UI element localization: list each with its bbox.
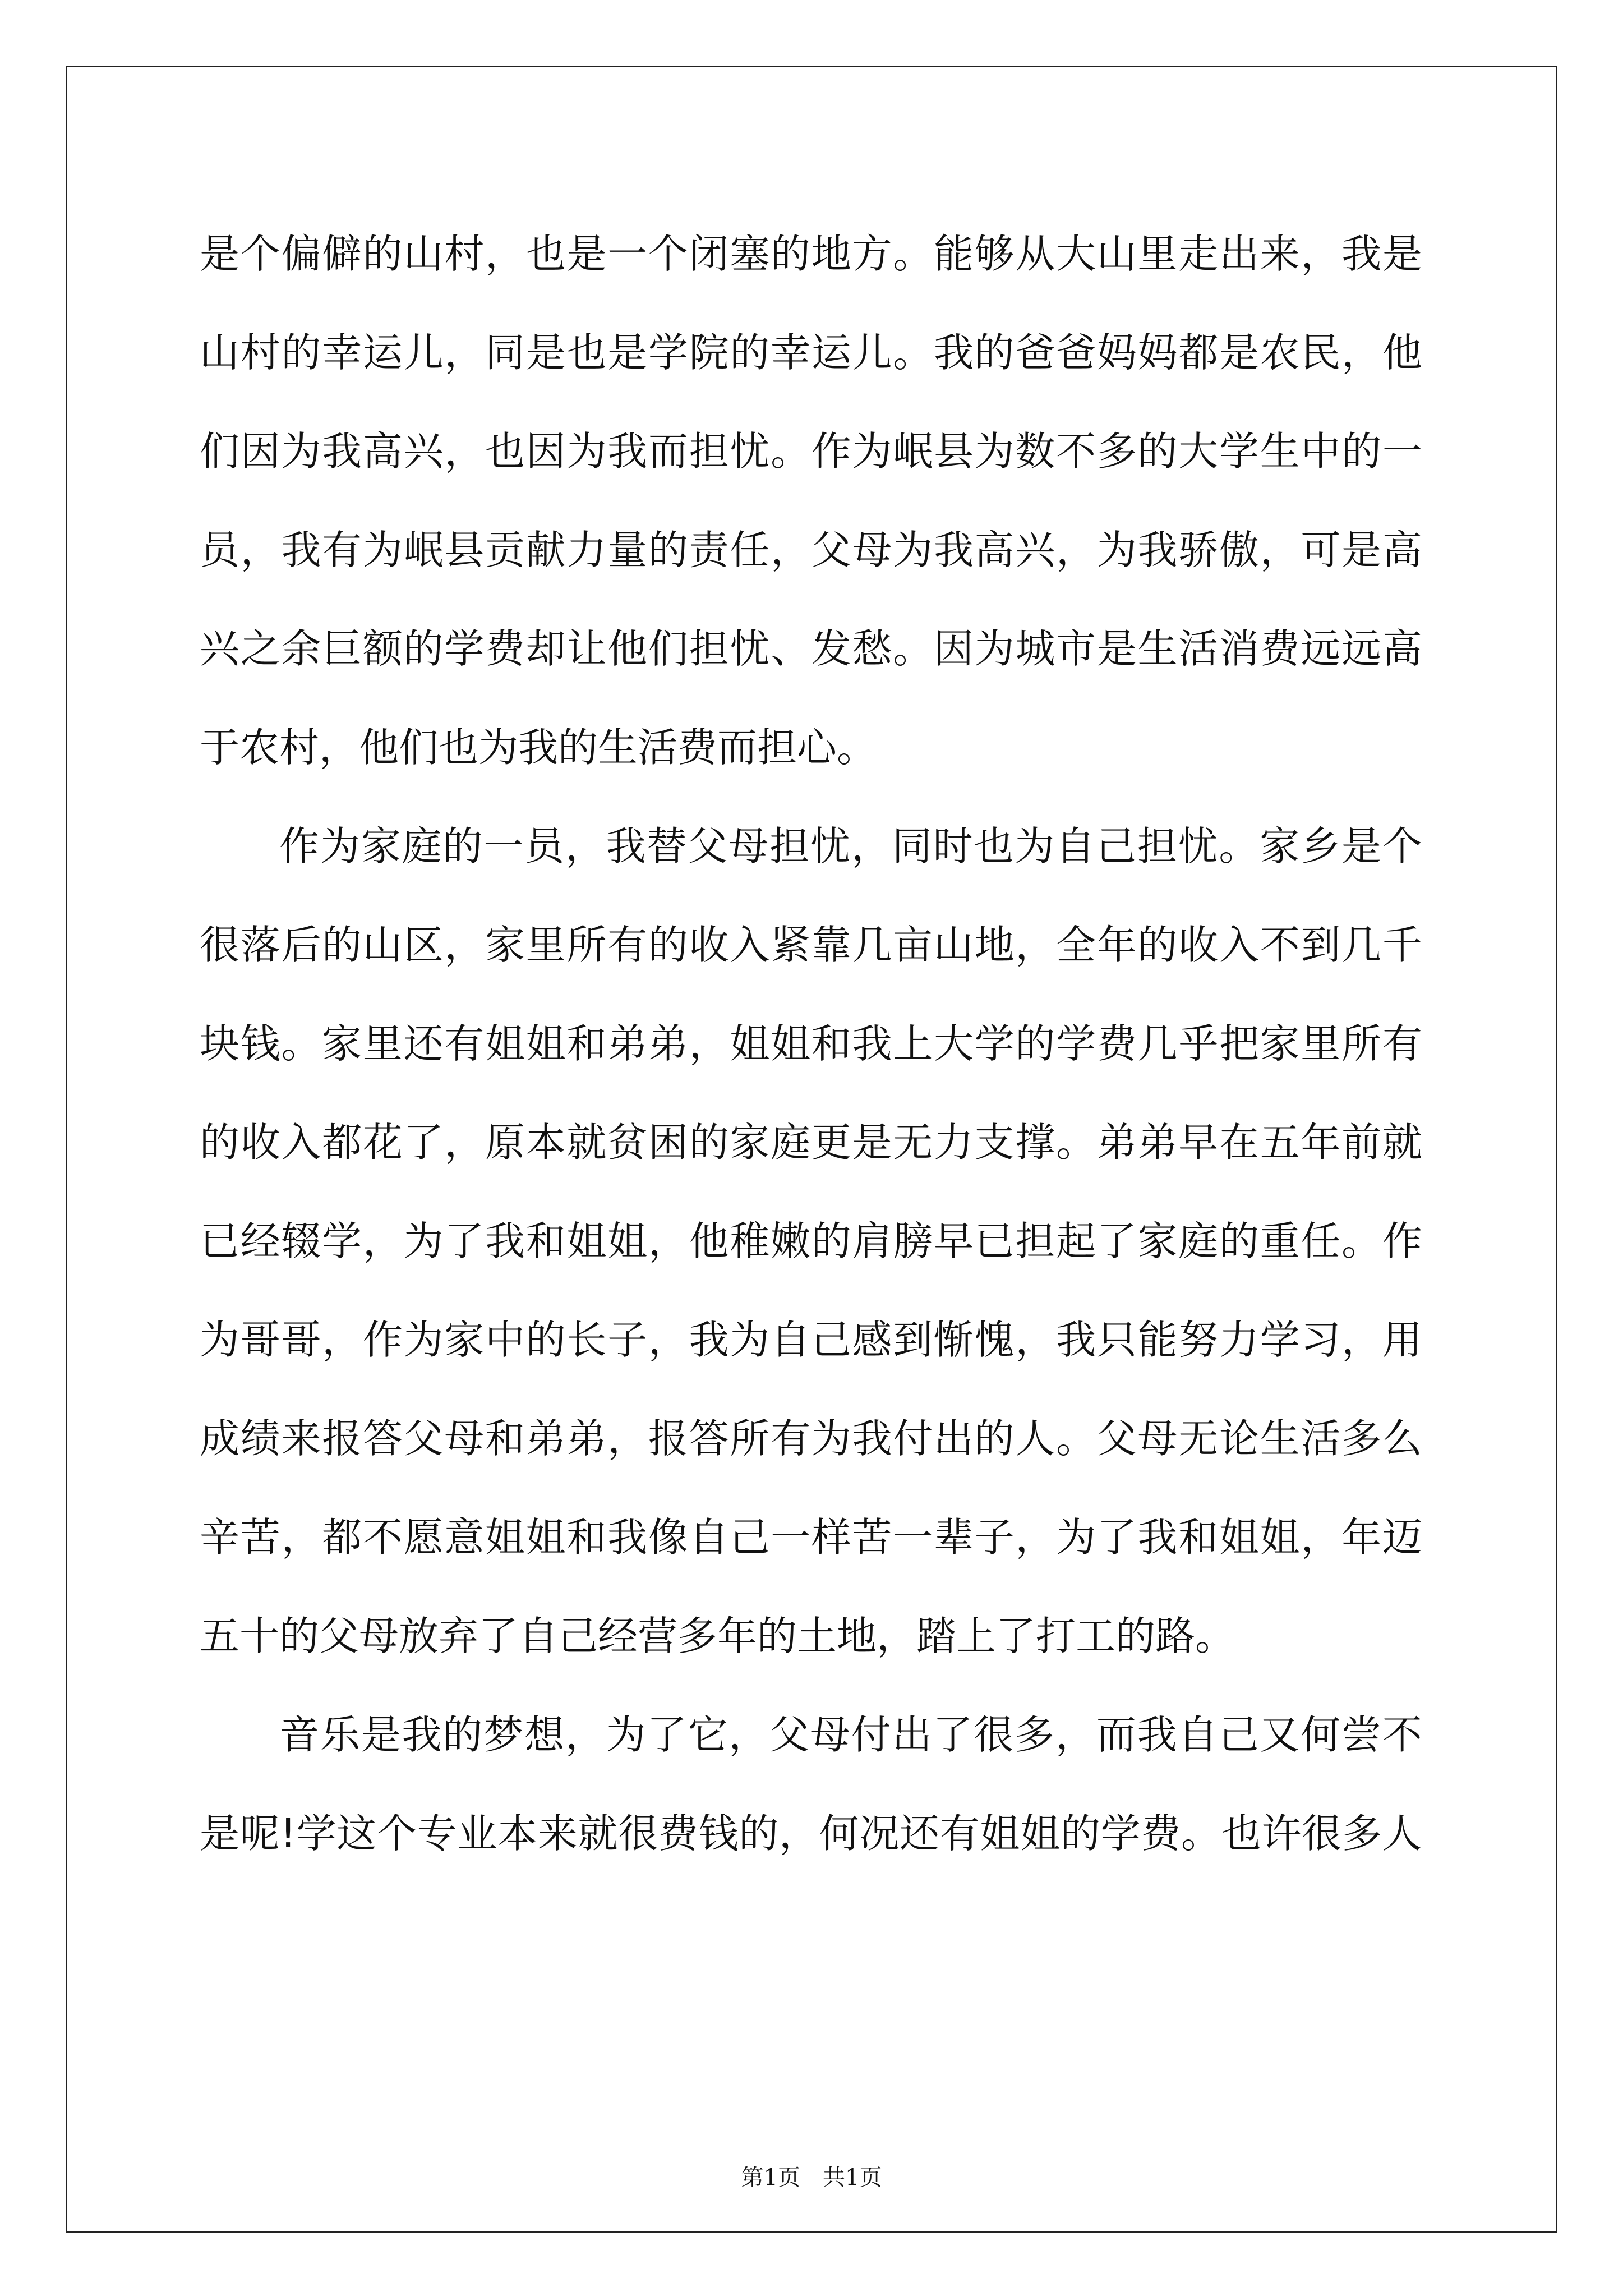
text-line: 是 呢 ! 学 这 个 专 业 本 来 就 很 费 钱 的 ， 何 况 还 有 姐 姐 的 学 费 。 也 许 很 多 人 xyxy=(200,1810,1422,1857)
text-line: 音 乐 是 我 的 梦 想 ， 为 了 它 ， 父 母 付 出 了 很 多 ， 而 我 自 己 又 何 尝 不 xyxy=(279,1711,1422,1758)
text-line: 作 为 家 庭 的 一 员 ， 我 替 父 母 担 忧 ， 同 时 也 为 自 己 担 忧 。 家 乡 是 个 xyxy=(279,823,1422,869)
page-footer xyxy=(0,2160,1623,2192)
text-line: 的 收 入 都 花 了 ， 原 本 就 贫 困 的 家 庭 更 是 无 力 支 撑 。 弟 弟 早 在 五 年 前 就 xyxy=(200,1119,1422,1166)
text-line: 山 村 的 幸 运 儿 ， 同 是 也 是 学 院 的 幸 运 儿 。 我 的 爸 爸 妈 妈 都 是 农 民 ， 他 xyxy=(200,329,1422,376)
text-line: 兴 之 余 巨 额 的 学 费 却 让 他 们 担 忧 、 发 愁 。 因 为 城 市 是 生 活 消 费 远 远 高 xyxy=(200,625,1422,672)
text-line: 成 绩 来 报 答 父 母 和 弟 弟 ， 报 答 所 有 为 我 付 出 的 人 。 父 母 无 论 生 活 多 么 xyxy=(200,1415,1422,1462)
text-line: 很 落 后 的 山 区 ， 家 里 所 有 的 收 入 紧 靠 几 亩 山 地 ， 全 年 的 收 入 不 到 几 千 xyxy=(200,922,1422,968)
page-total: 共1页 xyxy=(823,2165,882,2191)
text-line: 已 经 辍 学 ， 为 了 我 和 姐 姐 ， 他 稚 嫩 的 肩 膀 早 已 担 起 了 家 庭 的 重 任 。 作 xyxy=(200,1218,1422,1264)
text-line: 们 因 为 我 高 兴 ， 也 因 为 我 而 担 忧 。 作 为 岷 县 为 数 不 多 的 大 学 生 中 的 一 xyxy=(200,428,1422,475)
text-line: 块 钱 。 家 里 还 有 姐 姐 和 弟 弟 ， 姐 姐 和 我 上 大 学 的 学 费 几 乎 把 家 里 所 有 xyxy=(200,1020,1422,1067)
page-number: 第1页 xyxy=(741,2165,800,2191)
text-line: 为 哥 哥 ， 作 为 家 中 的 长 子 ， 我 为 自 己 感 到 惭 愧 ， 我 只 能 努 力 学 习 ， 用 xyxy=(200,1317,1422,1363)
document-body xyxy=(200,205,1422,1883)
text-line: 五十的父母放弃了自己经营多年的土地，踏上了打工的路。 xyxy=(200,1613,1235,1659)
text-line: 于农村，他们也为我的生活费而担心。 xyxy=(200,724,877,771)
text-line: 是 个 偏 僻 的 山 村 ， 也 是 一 个 闭 塞 的 地 方 。 能 够 从 大 山 里 走 出 来 ， 我 是 xyxy=(200,231,1422,277)
text-line: 员 ， 我 有 为 岷 县 贡 献 力 量 的 责 任 ， 父 母 为 我 高 兴 ， 为 我 骄 傲 ， 可 是 高 xyxy=(200,527,1422,573)
text-line: 辛 苦 ， 都 不 愿 意 姐 姐 和 我 像 自 己 一 样 苦 一 辈 子 ， 为 了 我 和 姐 姐 ， 年 迈 xyxy=(200,1514,1422,1561)
